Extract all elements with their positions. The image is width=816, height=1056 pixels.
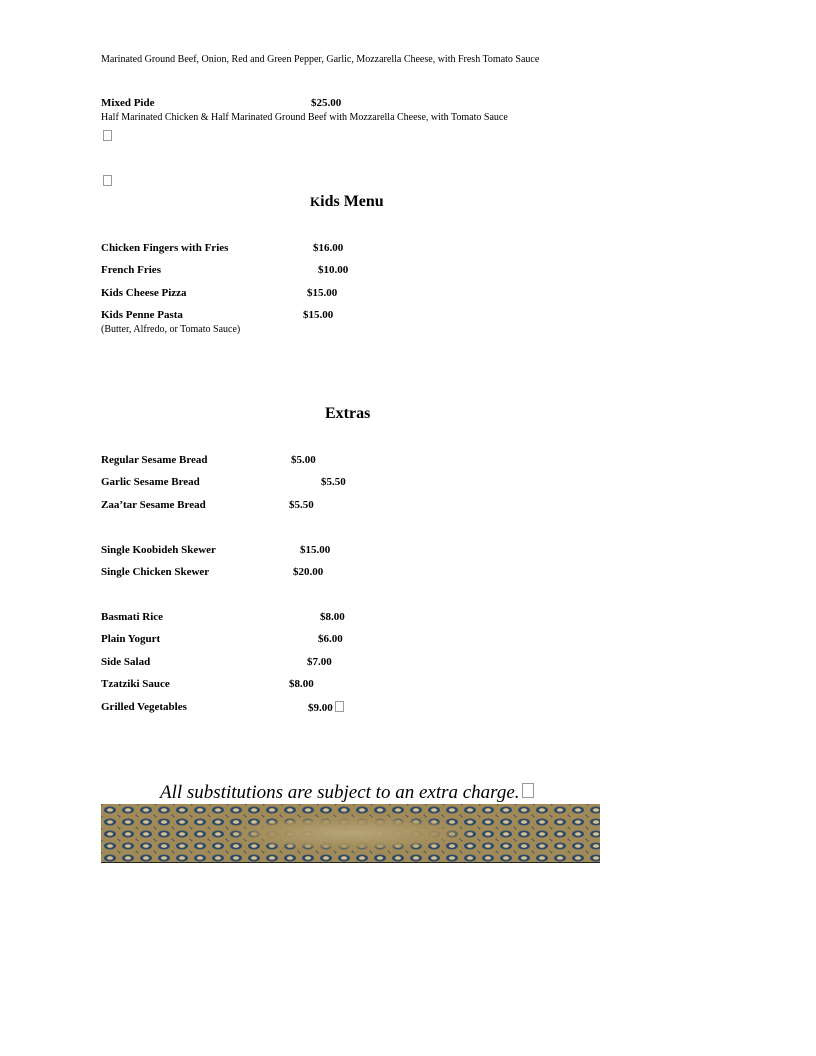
extras-item-name: Single Koobideh Skewer bbox=[101, 544, 216, 556]
extras-item-name: Zaa’tar Sesame Bread bbox=[101, 499, 206, 511]
extras-item-price: $15.00 bbox=[300, 544, 331, 556]
extras-item-name: Tzatziki Sauce bbox=[101, 678, 170, 690]
mixed-pide-name: Mixed Pide bbox=[101, 97, 155, 109]
kids-heading-initial: K bbox=[310, 194, 321, 209]
extras-item-name: Basmati Rice bbox=[101, 611, 164, 623]
missing-glyph-icon bbox=[103, 175, 112, 186]
substitution-note-text: All substitutions are subject to an extra charge. bbox=[160, 782, 520, 803]
extras-item-price: $8.00 bbox=[320, 611, 345, 623]
kids-menu-heading bbox=[310, 193, 384, 211]
extras-item-name: Garlic Sesame Bread bbox=[101, 476, 200, 488]
kids-item-name: Kids Penne Pasta bbox=[101, 309, 183, 321]
kids-item-price: $16.00 bbox=[313, 242, 344, 254]
substitution-note bbox=[160, 782, 534, 804]
extras-item-price: $6.00 bbox=[318, 633, 343, 645]
grilled-vegetables-price-text: $9.00 bbox=[308, 702, 333, 714]
extras-item-name: Single Chicken Skewer bbox=[101, 566, 210, 578]
kids-item-name: Kids Cheese Pizza bbox=[101, 287, 187, 299]
extras-item-name: Side Salad bbox=[101, 656, 151, 668]
mixed-pide-price: $25.00 bbox=[311, 97, 342, 109]
kids-pasta-note: (Butter, Alfredo, or Tomato Sauce) bbox=[101, 324, 241, 335]
extras-item-price: $5.50 bbox=[289, 499, 314, 511]
extras-item-name: Grilled Vegetables bbox=[101, 701, 187, 713]
kids-item-price: $15.00 bbox=[303, 309, 334, 321]
extras-item-price: $8.00 bbox=[289, 678, 314, 690]
kids-item-name: Chicken Fingers with Fries bbox=[101, 242, 229, 254]
kids-heading-rest: ids Menu bbox=[320, 193, 384, 210]
missing-glyph-icon bbox=[522, 783, 534, 798]
kids-item-price: $15.00 bbox=[307, 287, 338, 299]
extras-item-price: $5.50 bbox=[321, 476, 346, 488]
kids-item-name: French Fries bbox=[101, 264, 161, 276]
extras-item-price: $20.00 bbox=[293, 566, 324, 578]
kids-item-price: $10.00 bbox=[318, 264, 349, 276]
extras-item-price: $5.00 bbox=[291, 454, 316, 466]
decorative-mosaic-banner bbox=[101, 804, 600, 863]
extras-item-name: Plain Yogurt bbox=[101, 633, 161, 645]
pide-description: Marinated Ground Beef, Onion, Red and Green Pepper, Garlic, Mozzarella Cheese, with Fresh Tomato Sauce bbox=[101, 54, 540, 65]
extras-item-price: $7.00 bbox=[307, 656, 332, 668]
mosaic-pattern bbox=[101, 804, 600, 862]
extras-item-price bbox=[308, 701, 344, 714]
mixed-pide-description: Half Marinated Chicken & Half Marinated Ground Beef with Mozzarella Cheese, with Tomato Sauce bbox=[101, 112, 508, 123]
missing-glyph-icon bbox=[103, 130, 112, 141]
extras-heading: Extras bbox=[325, 405, 371, 422]
extras-item-name: Regular Sesame Bread bbox=[101, 454, 208, 466]
missing-glyph-icon bbox=[335, 701, 344, 712]
